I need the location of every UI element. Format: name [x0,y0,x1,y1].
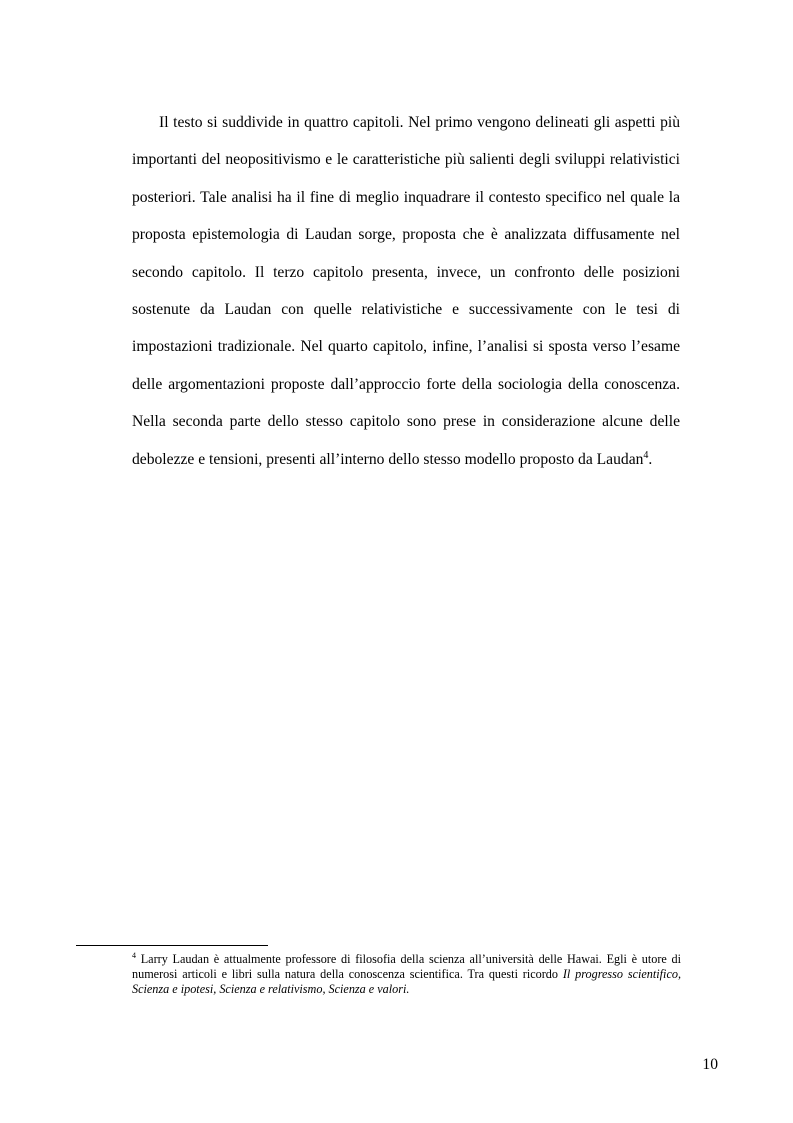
body-paragraph-end: . [648,450,653,468]
body-paragraph [132,104,680,478]
footnote-separator [76,945,268,946]
footnote-reference[interactable]: 4 [643,449,649,461]
footnote [132,952,681,998]
footnote-book-titles: Il progresso scientifico, Scienza e ipotesi, Scienza e relativismo, Scienza e valori. [132,967,681,997]
footnote-number: 4 [132,950,136,960]
body-paragraph-text: Il testo si suddivide in quattro capitoli. Nel primo vengono delineati gli aspetti più importanti del neopositivismo e le caratteristiche più salienti degli sviluppi relativistici posteriori. Tale analisi ha il fine di meglio inquadrare il contesto specifico nel quale la proposta epistemologia di Laudan sorge, proposta che è analizzata diffusamente nel secondo capitolo. Il terzo capitolo presenta, invece, un confronto delle posizioni sostenute da Laudan con quelle relativistiche e successivamente con le tesi di impostazioni tradizionale. Nel quarto capitolo, infine, l’analisi si sposta verso l’esame delle argomentazioni proposte dall’approccio forte della sociologia della conoscenza. Nella seconda parte dello stesso capitolo sono prese in considerazione alcune delle debolezze e tensioni, presenti all’interno dello stesso modello proposto da Laudan [132,114,680,468]
page-number: 10 [702,1056,718,1073]
footnote-text: Larry Laudan è attualmente professore di filosofia della scienza all’università delle Hawai. Egli è utore di numerosi articoli e libri sulla natura della conoscenza scientifica. Tra questi ricordo [132,952,681,982]
